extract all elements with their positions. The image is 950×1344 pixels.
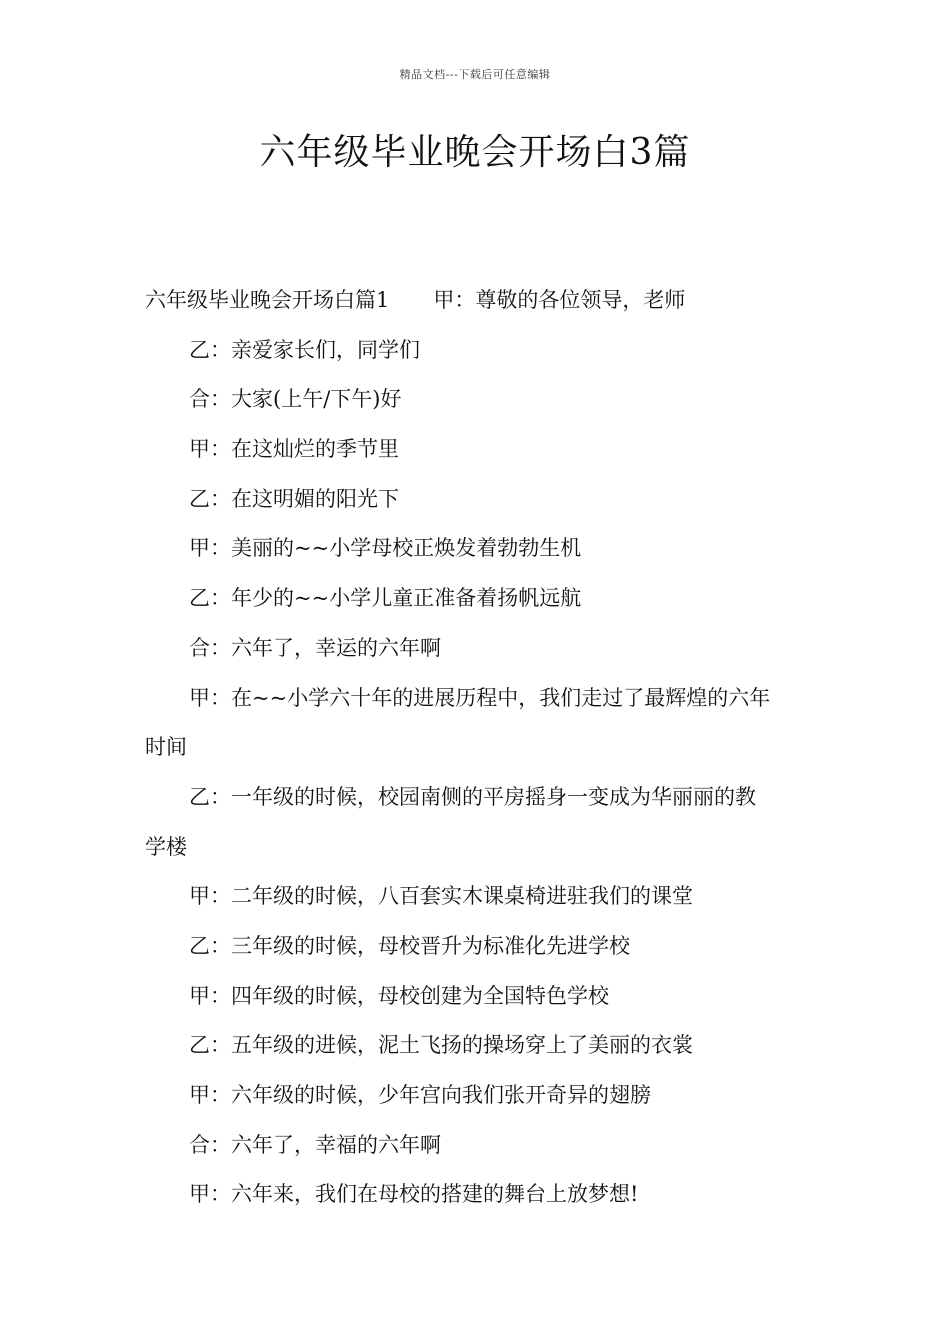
dialogue-line: 甲：四年级的时候，母校创建为全国特色学校 bbox=[189, 983, 609, 1008]
dialogue-line: 甲：二年级的时候，八百套实木课桌椅进驻我们的课堂 bbox=[189, 884, 693, 909]
dialogue-line: 乙：一年级的时候，校园南侧的平房摇身一变成为华丽丽的教 bbox=[189, 784, 756, 809]
dialogue-line-continuation: 时间 bbox=[145, 735, 187, 760]
dialogue-line: 乙：在这明媚的阳光下 bbox=[189, 486, 399, 511]
dialogue-line: 乙：三年级的时候，母校晋升为标准化先进学校 bbox=[189, 933, 630, 958]
dialogue-line: 甲：六年来，我们在母校的搭建的舞台上放梦想! bbox=[189, 1182, 639, 1207]
dialogue-line: 合：六年了，幸运的六年啊 bbox=[189, 635, 441, 660]
dialogue-line: 乙：年少的~~小学儿童正准备着扬帆远航 bbox=[189, 586, 582, 611]
dialogue-line: 合：大家(上午/下午)好 bbox=[189, 387, 402, 412]
dialogue-line: 合：六年了，幸福的六年啊 bbox=[189, 1132, 441, 1157]
document-title: 六年级毕业晚会开场白3篇 bbox=[259, 132, 691, 173]
section-first-line bbox=[145, 276, 810, 326]
dialogue-line: 甲：在~~小学六十年的进展历程中，我们走过了最辉煌的六年 bbox=[189, 685, 771, 710]
dialogue-line-continuation: 学楼 bbox=[145, 834, 187, 859]
dialogue-line: 甲：在这灿烂的季节里 bbox=[189, 437, 399, 462]
header-note: 精品文档---下载后可任意编辑 bbox=[399, 68, 551, 81]
section-heading: 六年级毕业晚会开场白篇1 bbox=[145, 288, 390, 312]
dialogue-line: 甲：六年级的时候，少年宫向我们张开奇异的翅膀 bbox=[189, 1083, 651, 1107]
dialogue-line: 乙：五年级的进候，泥土飞扬的操场穿上了美丽的衣裳 bbox=[189, 1033, 693, 1058]
document-body bbox=[145, 276, 810, 1220]
dialogue-line: 甲：美丽的~~小学母校正焕发着勃勃生机 bbox=[189, 536, 582, 561]
dialogue-line: 乙：亲爱家长们，同学们 bbox=[189, 337, 420, 362]
dialogue-line: 甲：尊敬的各位领导，老师 bbox=[433, 288, 686, 312]
